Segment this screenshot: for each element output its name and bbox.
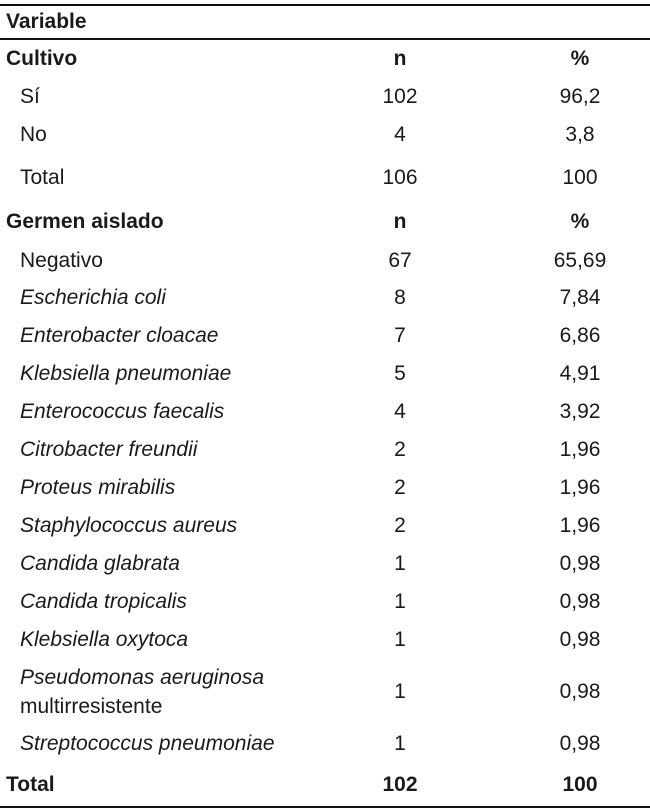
table-row (0, 724, 650, 764)
row-label: Streptococcus pneumoniae (20, 732, 275, 755)
row-n: 8 (394, 286, 406, 309)
column-header-variable: Variable (0, 5, 650, 39)
row-pct: 65,69 (553, 248, 607, 272)
section-header-germen (0, 202, 650, 242)
row-n: 102 (382, 773, 418, 796)
table-row (0, 355, 650, 393)
row-n: 1 (394, 732, 406, 755)
row-label-line1: Pseudomonas aeruginosa (20, 665, 265, 689)
pct-header: % (570, 210, 590, 233)
row-label: Negativo (20, 248, 103, 272)
row-n: 2 (394, 514, 406, 537)
row-label: Klebsiella pneumoniae (20, 362, 232, 385)
row-n: 1 (394, 552, 406, 575)
row-n: 102 (382, 85, 418, 108)
row-label (0, 659, 360, 724)
table-row (0, 583, 650, 621)
row-label-line2: multirresistente (20, 694, 163, 718)
row-pct: 1,96 (559, 514, 601, 537)
row-n: 1 (394, 679, 406, 703)
table-row (0, 78, 650, 116)
row-pct: 0,98 (559, 590, 601, 613)
n-header: n (393, 210, 407, 233)
table-row (0, 659, 650, 724)
n-header: n (393, 47, 407, 70)
row-label: Candida glabrata (20, 552, 180, 575)
row-n: 5 (394, 362, 406, 385)
row-pct: 7,84 (559, 286, 601, 309)
row-pct: 96,2 (559, 85, 601, 108)
section-label: Cultivo (6, 47, 78, 70)
row-pct: 1,96 (559, 438, 601, 461)
table-row-grand-total (0, 764, 650, 807)
row-pct: 4,91 (559, 362, 601, 385)
row-label: Citrobacter freundii (20, 438, 198, 461)
row-pct: 0,98 (559, 732, 601, 755)
row-label: Proteus mirabilis (20, 476, 176, 499)
section-label: Germen aislado (6, 210, 164, 233)
row-label: Klebsiella oxytoca (20, 628, 189, 651)
table-row (0, 242, 650, 279)
results-table (0, 4, 650, 808)
row-n: 7 (394, 324, 406, 347)
table-row (0, 279, 650, 317)
row-pct: 0,98 (559, 552, 601, 575)
row-n: 2 (394, 438, 406, 461)
row-pct: 3,92 (559, 400, 601, 423)
table-row (0, 507, 650, 545)
table-row (0, 621, 650, 659)
row-label: Enterobacter cloacae (20, 324, 219, 347)
row-label: No (20, 123, 47, 146)
row-n: 2 (394, 476, 406, 499)
table-row (0, 431, 650, 469)
row-pct: 1,96 (559, 476, 601, 499)
row-n: 4 (394, 400, 406, 423)
table-row (0, 393, 650, 431)
row-label: Enterococcus faecalis (20, 400, 225, 423)
table-row (0, 545, 650, 583)
row-n: 67 (388, 248, 412, 272)
row-label: Escherichia coli (20, 286, 166, 309)
table-row (0, 469, 650, 507)
table-row-total (0, 154, 650, 202)
row-n: 106 (382, 166, 418, 189)
row-label: Total (6, 773, 55, 796)
row-pct: 0,98 (559, 628, 601, 651)
row-pct: 0,98 (559, 679, 601, 703)
section-header-cultivo (0, 39, 650, 78)
row-pct: 6,86 (559, 324, 601, 347)
row-label: Total (20, 166, 65, 189)
row-pct: 100 (562, 773, 598, 796)
table-row (0, 116, 650, 154)
table-row (0, 317, 650, 355)
row-n: 1 (394, 590, 406, 613)
row-pct: 100 (562, 166, 598, 189)
row-n: 4 (394, 123, 406, 146)
row-label: Staphylococcus aureus (20, 514, 238, 537)
row-label: Sí (20, 85, 40, 108)
row-label: Candida tropicalis (20, 590, 187, 613)
row-n: 1 (394, 628, 406, 651)
row-pct: 3,8 (565, 123, 595, 146)
pct-header: % (570, 47, 590, 70)
